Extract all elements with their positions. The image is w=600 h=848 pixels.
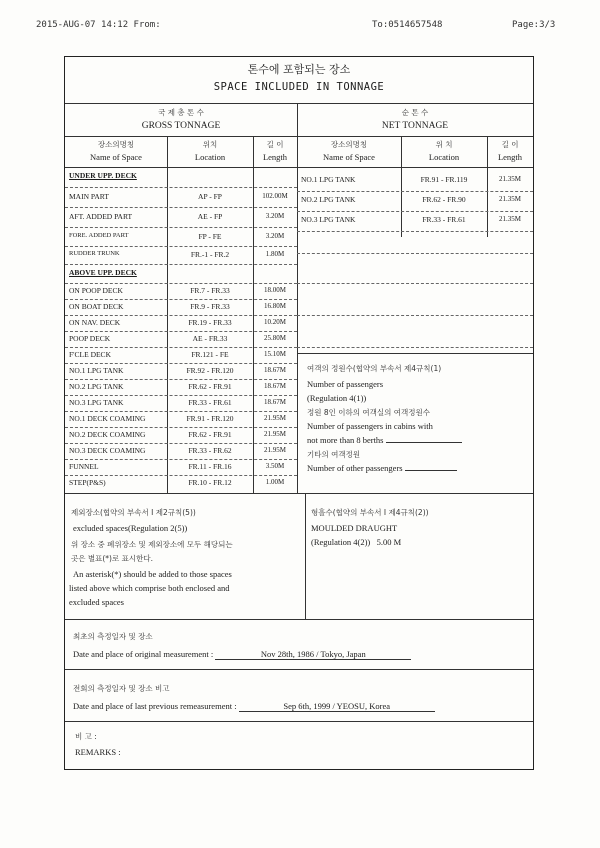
gross-row-length: 10.20M <box>264 318 286 326</box>
net-row-name: NO.3 LPG TANK <box>301 215 356 224</box>
previous-measurement-label: Date and place of last previous remeasurement : <box>73 701 237 711</box>
gross-row-name: ON POOP DECK <box>69 286 123 295</box>
other-passengers-row <box>307 463 457 473</box>
original-measurement-label: Date and place of original measurement : <box>73 649 214 659</box>
gross-row-name: AFT. ADDED PART <box>69 212 133 221</box>
net-row-name: NO.2 LPG TANK <box>301 195 356 204</box>
divider <box>65 721 533 722</box>
draught-regulation: (Regulation 4(2)) <box>311 537 371 547</box>
gross-col-location: Location <box>194 152 226 162</box>
gross-row-location: FP - FE <box>198 232 222 241</box>
gross-row-name: UNDER UPP. DECK <box>69 171 137 180</box>
gross-row-name: FUNNEL <box>69 462 99 471</box>
net-row-length: 21.35M <box>499 215 521 223</box>
row-divider <box>65 331 297 332</box>
gross-row-length: 1.80M <box>265 250 285 258</box>
draught-korean: 형흘수(협약의 부속서 I 제4규칙(2)) <box>311 508 429 517</box>
previous-measurement-korean: 전회의 측정일자 및 장소 비고 <box>73 684 170 693</box>
gross-row-location: FR.91 - FR.120 <box>186 414 234 423</box>
gross-row-location: FR.11 - FR.16 <box>188 462 232 471</box>
row-divider <box>65 395 297 396</box>
net-col-location-korean: 위 치 <box>435 140 453 149</box>
row-divider <box>65 299 297 300</box>
gross-row-length: 1.00M <box>265 478 285 486</box>
row-divider <box>65 427 297 428</box>
passengers-regulation: (Regulation 4(1)) <box>307 393 367 403</box>
gross-row-name: F'CLE DECK <box>69 350 111 359</box>
gross-row-location: FR.19 - FR.33 <box>188 318 232 327</box>
net-row-length: 21.35M <box>499 195 521 203</box>
gross-row-location: FR.7 - FR.33 <box>190 286 230 295</box>
gross-row-name: ON NAV. DECK <box>69 318 121 327</box>
row-divider <box>65 227 297 228</box>
gross-row-length: 3.20M <box>265 212 285 220</box>
gross-row-location: FR.33 - FR.62 <box>188 446 232 455</box>
original-measurement-row <box>73 649 411 660</box>
row-divider <box>297 211 533 212</box>
gross-row-name: POOP DECK <box>69 334 111 343</box>
net-row-location: FR.33 - FR.61 <box>422 215 466 224</box>
gross-row-length: 21.95M <box>264 430 286 438</box>
row-divider <box>65 246 297 247</box>
gross-row-location: FR.62 - FR.91 <box>188 430 232 439</box>
row-divider <box>65 264 297 265</box>
original-measurement-value: Nov 28th, 1986 / Tokyo, Japan <box>215 649 411 660</box>
row-divider <box>65 347 297 348</box>
fax-page: Page:3/3 <box>512 20 556 30</box>
fax-datetime: 2015-AUG-07 14:12 From: <box>36 20 161 30</box>
asterisk-note-korean: 위 장소 중 폐위장소 및 제외장소에 모두 해당되는 <box>71 540 233 549</box>
gross-row-length: 16.80M <box>264 302 286 310</box>
row-divider <box>65 379 297 380</box>
excluded-korean: 제외장소(협약의 부속서 I 제2규칙(5)) <box>71 508 196 517</box>
row-divider <box>297 191 533 192</box>
net-row-location: FR.62 - FR.90 <box>422 195 466 204</box>
net-col-name: Name of Space <box>323 152 375 162</box>
gross-row-name: NO.1 DECK COAMING <box>69 414 146 423</box>
asterisk-note: An asterisk(*) should be added to those spaces <box>73 569 232 579</box>
gross-row-location: AP - FP <box>198 192 222 201</box>
gross-row-location: FR.33 - FR.61 <box>188 398 232 407</box>
row-divider <box>297 283 533 284</box>
gross-row-length: 25.80M <box>264 334 286 342</box>
gross-row-name: MAIN PART <box>69 192 109 201</box>
gross-row-name: FORE. ADDED PART <box>69 232 129 239</box>
gross-row-length: 18.00M <box>264 286 286 294</box>
row-divider <box>65 475 297 476</box>
gross-row-location: AE - FR.33 <box>192 334 228 343</box>
title-korean: 톤수에 포함되는 장소 <box>247 63 351 76</box>
gross-row-length: 21.95M <box>264 414 286 422</box>
cabin-berths-label: not more than 8 berths <box>307 435 384 445</box>
net-col-length: Length <box>497 152 523 162</box>
divider <box>65 103 533 104</box>
remarks-korean: 비 고 : <box>75 732 97 741</box>
net-tonnage-korean: 순 톤 수 <box>401 108 429 117</box>
fax-recipient: To:0514657548 <box>372 20 443 30</box>
gross-row-name: NO.3 LPG TANK <box>69 398 124 407</box>
excluded-label: excluded spaces(Regulation 2(5)) <box>73 523 188 533</box>
title-english: SPACE INCLUDED IN TONNAGE <box>213 81 385 93</box>
divider <box>65 167 533 168</box>
passengers-label: Number of passengers <box>307 379 384 389</box>
asterisk-note-korean-cont: 곳은 별표(*)로 표시한다. <box>71 554 153 563</box>
gross-col-length-korean: 길 이 <box>266 140 284 149</box>
net-tonnage-heading: NET TONNAGE <box>381 121 449 131</box>
row-divider <box>65 315 297 316</box>
gross-row-length: 18.67M <box>264 366 286 374</box>
gross-row-name: NO.2 DECK COAMING <box>69 430 146 439</box>
gross-row-length: 3.20M <box>265 232 285 240</box>
net-col-length-korean: 길 이 <box>501 140 519 149</box>
gross-row-location: AE - FP <box>197 212 223 221</box>
row-divider <box>297 231 533 232</box>
row-divider <box>65 411 297 412</box>
gross-row-location: FR.10 - FR.12 <box>188 478 232 487</box>
row-divider <box>297 347 533 348</box>
row-divider <box>65 283 297 284</box>
row-divider <box>65 187 297 188</box>
divider <box>65 136 533 137</box>
gross-row-location: FR.9 - FR.33 <box>190 302 230 311</box>
gross-row-name: NO.3 DECK COAMING <box>69 446 146 455</box>
gross-row-length: 15.10M <box>264 350 286 358</box>
row-divider <box>65 207 297 208</box>
gross-row-length: 21.95M <box>264 446 286 454</box>
cabin-passengers-korean: 정원 8인 이하의 여객실의 여객정원수 <box>307 408 430 417</box>
net-col-name-korean: 장소의명칭 <box>330 140 368 149</box>
gross-tonnage-korean: 국 제 총 톤 수 <box>158 108 204 117</box>
row-divider <box>65 443 297 444</box>
row-divider <box>297 315 533 316</box>
draught-label: MOULDED DRAUGHT <box>311 523 398 533</box>
divider <box>65 493 533 494</box>
divider <box>297 103 298 493</box>
gross-row-name: ABOVE UPP. DECK <box>69 268 137 277</box>
gross-row-location: FR.92 - FR.120 <box>186 366 234 375</box>
divider <box>65 669 533 670</box>
asterisk-note-end: excluded spaces <box>69 597 124 607</box>
gross-row-location: FR.62 - FR.91 <box>188 382 232 391</box>
draught-row <box>311 537 401 547</box>
other-passengers-korean: 기타의 여객정원 <box>307 450 361 459</box>
previous-measurement-value: Sep 6th, 1999 / YEOSU, Korea <box>239 701 435 712</box>
row-divider <box>65 459 297 460</box>
cabin-passengers-label-cont <box>307 435 462 445</box>
remarks-label: REMARKS : <box>75 747 121 757</box>
gross-row-length: 18.67M <box>264 382 286 390</box>
row-divider <box>65 363 297 364</box>
net-row-location: FR.91 - FR.119 <box>420 175 468 184</box>
gross-row-name: RUDDER TRUNK <box>69 250 120 257</box>
net-row-length: 21.35M <box>499 175 521 183</box>
gross-row-length: 3.50M <box>265 462 285 470</box>
net-col-location: Location <box>428 152 460 162</box>
gross-col-name-korean: 장소의명칭 <box>97 140 135 149</box>
gross-row-length: 18.67M <box>264 398 286 406</box>
gross-tonnage-heading: GROSS TONNAGE <box>141 121 221 131</box>
draught-value: 5.00 M <box>376 537 402 547</box>
gross-row-name: NO.2 LPG TANK <box>69 382 124 391</box>
divider <box>65 619 533 620</box>
original-measurement-korean: 최초의 측정일자 및 장소 <box>73 632 153 641</box>
tonnage-form <box>64 56 534 770</box>
other-passengers-label: Number of other passengers <box>307 463 403 473</box>
passengers-korean: 여객의 정원수(협약의 부속서 제4규칙(1) <box>307 364 442 373</box>
gross-row-location: FR.-1 - FR.2 <box>190 250 230 259</box>
gross-col-location-korean: 위치 <box>202 140 218 149</box>
blank-line <box>405 470 457 471</box>
gross-row-name: STEP(P&S) <box>69 478 106 487</box>
previous-measurement-row <box>73 701 435 712</box>
gross-row-name: NO.1 LPG TANK <box>69 366 124 375</box>
divider <box>297 353 533 354</box>
gross-col-name: Name of Space <box>90 152 142 162</box>
gross-row-length: 102.00M <box>262 192 288 200</box>
cabin-passengers-label: Number of passengers in cabins with <box>307 421 433 431</box>
net-row-name: NO.1 LPG TANK <box>301 175 356 184</box>
divider <box>305 493 306 619</box>
gross-col-length: Length <box>262 152 288 162</box>
blank-line <box>386 442 462 443</box>
row-divider <box>297 253 533 254</box>
gross-row-name: ON BOAT DECK <box>69 302 124 311</box>
asterisk-note-cont: listed above which comprise both enclosed and <box>69 583 230 593</box>
gross-row-location: FR.121 - FE <box>191 350 229 359</box>
